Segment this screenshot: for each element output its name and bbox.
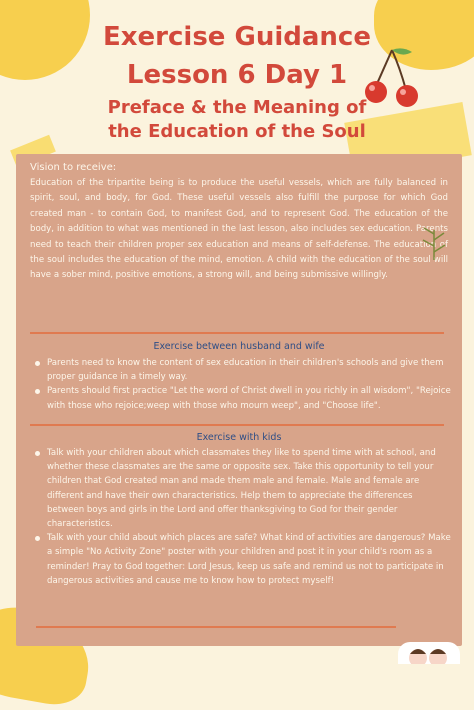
vision-label: Vision to receive: (30, 162, 117, 173)
subtitle-line1: Preface & the Meaning of (107, 97, 367, 118)
lesson-title: Lesson 6 Day 1 (126, 60, 348, 90)
husband-wife-list (34, 356, 452, 413)
husband-wife-title: Exercise between husband and wife (153, 341, 325, 352)
divider-2 (30, 424, 444, 426)
bullet-icon (35, 389, 40, 394)
list-item: Parents should first practice "Let the word of Christ dwell in you richly in all wisdom", "Rejoice with those who rejoice;weep with those who mourn weep", and "Choose life". (34, 384, 452, 412)
mascot-icon (398, 642, 460, 664)
bullet-icon (35, 536, 40, 541)
list-item: Parents need to know the content of sex education in their children's schools and give them proper guidance in a timely way. (34, 356, 452, 384)
subtitle-line2: the Education of the Soul (108, 121, 366, 142)
vision-paragraph: Education of the tripartite being is to produce the useful vessels, which are fully balanced in spirit, soul, and body, for God. These useful vessels also fulfill the purpose for which God created man - to contain God, to manifest God, and to represent God. The education of the body, in addition to what was mentioned in the last lesson, also includes sex education. Parents need to teach their children proper sex education and means of self-defense. The education of the soul includes the education of the mind, emotion. A child with the education of the soul will have a sober mind, positive emotions, a strong will, and being submissive willingly. (30, 178, 448, 281)
content-card (16, 154, 462, 646)
list-item: Talk with your child about which places are safe? What kind of activities are dangerous? Make a simple "No Activity Zone" poster with your children and post it in your child's room as a reminder! Pray to God together: Lord Jesus, keep us safe and remind us not to participate in dangerous activities and cause me to know how to protect myself! (34, 531, 452, 588)
bullet-icon (35, 451, 40, 456)
page-title: Exercise Guidance (103, 22, 371, 52)
leaf-icon (420, 224, 448, 260)
list-item: Talk with your children about which classmates they like to spend time with at school, and whether these classmates are the same or opposite sex. Take this opportunity to tell your children that God created man and made them male and female. Male and female are different and have their own characteristics. Help them to appreciate the differences between boys and girls in the Lord and offer thanksgiving to God for their gender characteristics. (34, 446, 452, 531)
kids-title: Exercise with kids (196, 432, 282, 443)
kids-list (34, 446, 452, 588)
bullet-icon (35, 361, 40, 366)
divider-1 (30, 332, 444, 334)
divider-3 (36, 626, 396, 628)
cherry-icon (362, 46, 422, 108)
